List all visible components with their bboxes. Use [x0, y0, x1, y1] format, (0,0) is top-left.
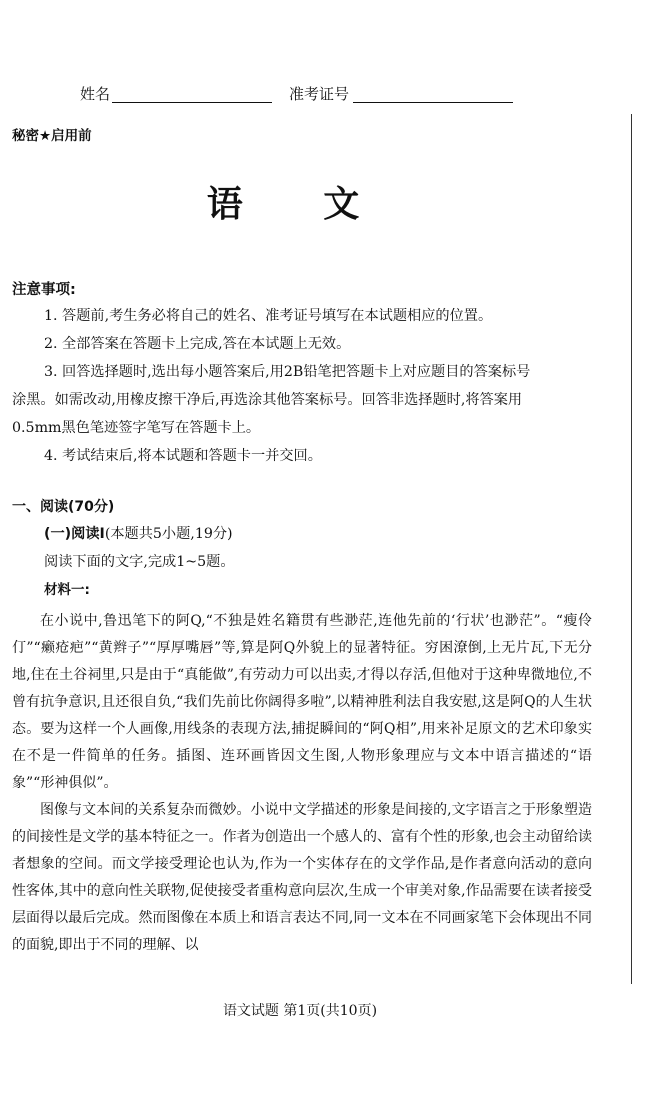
- passage-paragraph-2: 图像与文本间的关系复杂而微妙。小说中文学描述的形象是间接的,文字语言之于形象塑造的间接性是文学的基本特征之一。作者为创造出一个感人的、富有个性的形象,也会主动留给读者想象的空间。而文学接受理论也认为,作为一个实体存在的文学作品,是作者意向活动的意向性客体,其中的意向性关联物,促使接受者重构意向层次,生成一个审美对象,作品需要在读者接受层面得以最后完成。然而图像在本质上和语言表达不同,同一文本在不同画家笔下会体现出不同的面貌,即出于不同的理解、以: [12, 802, 592, 953]
- name-field-line: [112, 102, 272, 103]
- subsection-label: (一)阅读Ⅰ: [44, 526, 105, 542]
- page-footer: 语文试题 第1页(共10页): [222, 1003, 378, 1019]
- notice-item-2: 2. 全部答案在答题卡上完成,答在本试题上无效。: [44, 336, 351, 352]
- passage: [12, 608, 592, 959]
- notice-item-1: 1. 答题前,考生务必将自己的姓名、准考证号填写在本试题相应的位置。: [44, 308, 493, 324]
- passage-paragraph-1: 在小说中,鲁迅笔下的阿Q,“不独是姓名籍贯有些渺茫,连他先前的‘行状’也渺茫”。“瘦伶仃”“癞疮疤”“黄辫子”“厚厚嘴唇”等,算是阿Q外貌上的显著特征。穷困潦倒,上无片瓦,下无分地,住在土谷祠里,只是由于“真能做”,有劳动力可以出卖,才得以存活,但他对于这种卑微地位,不曾有抗争意识,且还很自负,“我们先前比你阔得多啦”,以精神胜利法自我安慰,这是阿Q的人生状态。要为这样一个人画像,用线条的表现方法,捕捉瞬间的“阿Q相”,用来补足原文的艺术印象实在不是一件简单的任务。插图、连环画皆因文生图,人物形象理应与文本中语言描述的“语象”“形神俱似”。: [12, 613, 592, 791]
- section-heading: 一、阅读(70分): [12, 499, 115, 515]
- subsection-info: (本题共5小题,19分): [104, 526, 233, 542]
- name-label: 姓名: [80, 85, 111, 103]
- notice-heading: 注意事项:: [12, 282, 76, 298]
- margin-rule: [631, 114, 632, 984]
- classification-label: 秘密★启用前: [12, 128, 92, 144]
- material-label: 材料一:: [44, 582, 90, 598]
- notice-item-3-line-2: 涂黑。如需改动,用橡皮擦干净后,再选涂其他答案标号。回答非选择题时,将答案用: [12, 392, 523, 408]
- subsection-heading: [44, 524, 233, 544]
- notice-item-3-line-1: 3. 回答选择题时,选出每小题答案后,用2B铅笔把答题卡上对应题目的答案标号: [44, 364, 531, 380]
- exam-id-label: 准考证号: [289, 85, 350, 103]
- notice-item-3-line-3: 0.5mm黑色笔迹签字笔写在答题卡上。: [12, 420, 261, 436]
- exam-id-field-line: [353, 102, 513, 103]
- notice-item-4: 4. 考试结束后,将本试题和答题卡一并交回。: [44, 448, 322, 464]
- reading-instruction: 阅读下面的文字,完成1~5题。: [44, 554, 235, 570]
- page-title: 语 文: [206, 183, 394, 225]
